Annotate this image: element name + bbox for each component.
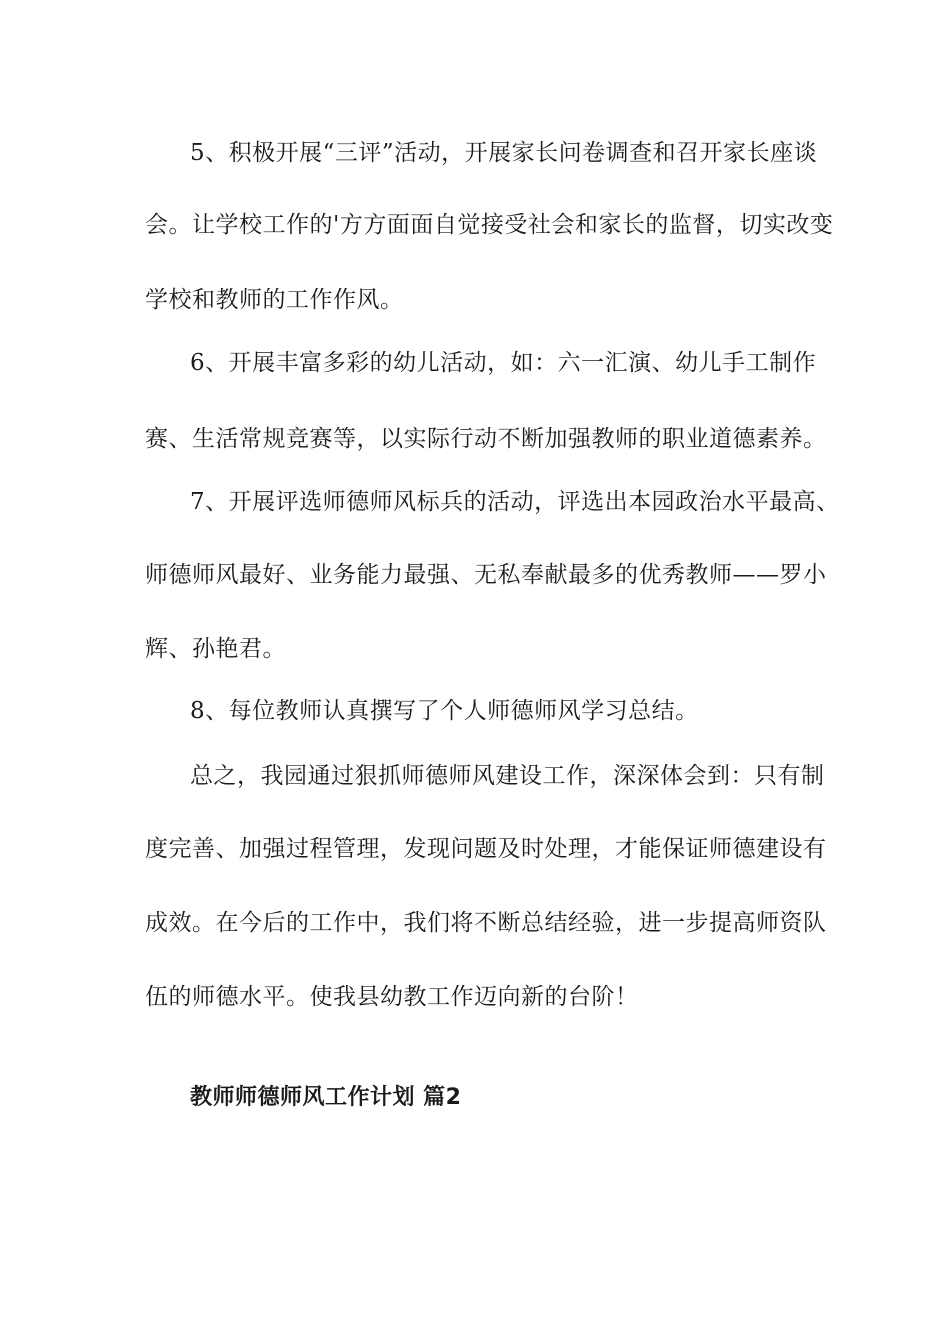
text-line: 学校和教师的工作作风。 [145,287,404,313]
text-line: 度完善、加强过程管理，发现问题及时处理，才能保证师德建设有 [145,836,827,862]
paragraph-7-line-1 [0,482,950,522]
heading-text: 教师师德师风工作计划 篇2 [190,1085,462,1110]
paragraph-8-line-1 [0,691,950,731]
summary-line-4 [0,977,950,1017]
paragraph-7-line-2 [0,555,950,595]
text-line: 成效。在今后的工作中，我们将不断总结经验，进一步提高师资队 [145,910,827,936]
text-line: 总之，我园通过狠抓师德师风建设工作，深深体会到：只有制 [190,763,825,789]
paragraph-7-line-3 [0,629,950,669]
summary-line-2 [0,829,950,869]
text-line: 6、开展丰富多彩的幼儿活动，如：六一汇演、幼儿手工制作 [190,350,817,376]
paragraph-5-line-1 [0,133,950,173]
text-line: 5、积极开展“三评”活动，开展家长问卷调查和召开家长座谈 [190,140,818,166]
text-line: 8、每位教师认真撰写了个人师德师风学习总结。 [190,698,699,724]
paragraph-5-line-3 [0,280,950,320]
paragraph-6-line-2 [0,419,950,459]
paragraph-5-line-2 [0,205,950,245]
text-line: 赛、生活常规竞赛等，以实际行动不断加强教师的职业道德素养。 [145,426,827,452]
text-line: 7、开展评选师德师风标兵的活动，评选出本园政治水平最高、 [190,489,840,515]
text-line: 辉、孙艳君。 [145,636,286,662]
text-line: 会。让学校工作的'方方面面自觉接受社会和家长的监督，切实改变 [145,212,834,238]
text-line: 师德师风最好、业务能力最强、无私奉献最多的优秀教师——罗小 [145,562,827,588]
section-heading [0,1078,950,1118]
summary-line-3 [0,903,950,943]
paragraph-6-line-1 [0,343,950,383]
text-line: 伍的师德水平。使我县幼教工作迈向新的台阶！ [145,984,639,1010]
summary-line-1 [0,756,950,796]
